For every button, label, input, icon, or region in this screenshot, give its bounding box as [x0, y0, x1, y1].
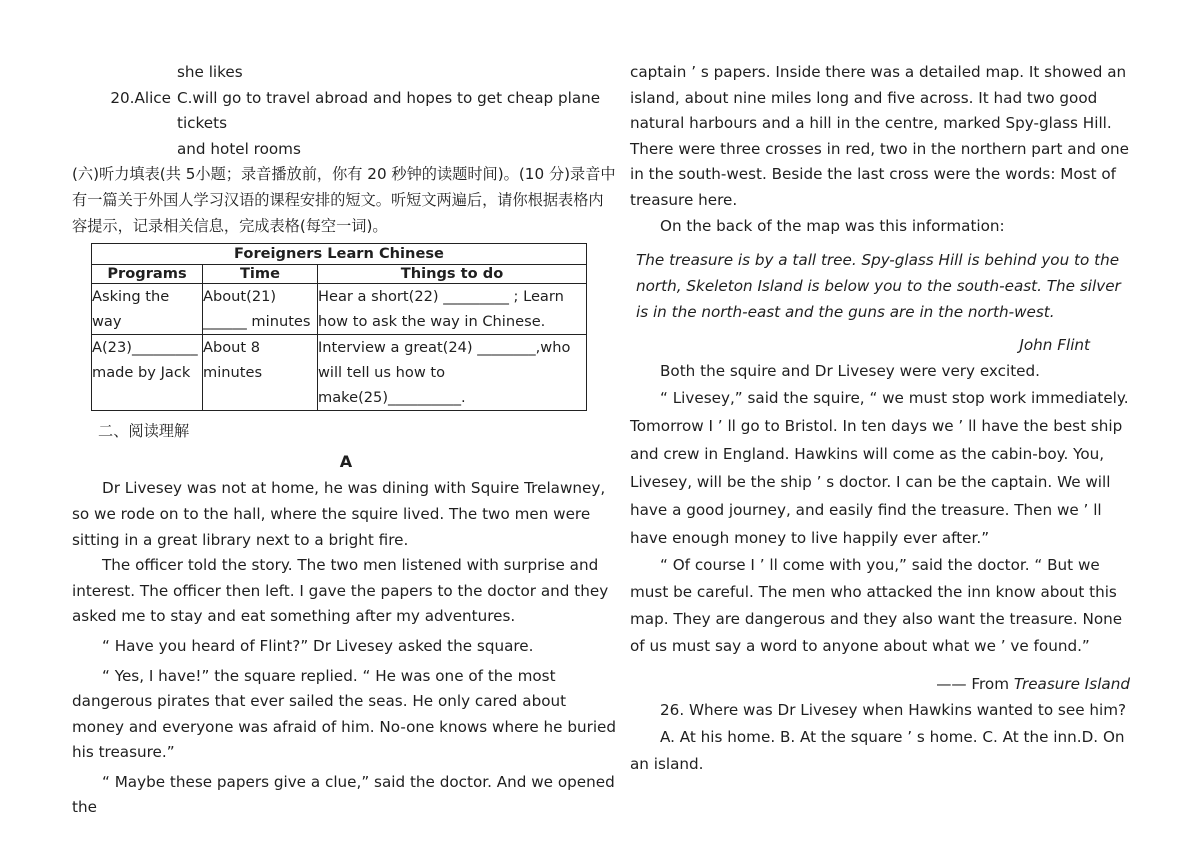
paragraph: captain ’ s papers. Inside there was a detailed map. It showed an island, about nine miles long and five across. It had two good natural harbours and a hill in the centre, marked Spy-glass Hill. There were three crosses in red, two in the northern part and one in the south-west. Beside the last cross were the words: Most of treasure here.: [630, 63, 1129, 209]
paragraph: “ Maybe these papers give a clue,” said the doctor. And we opened the: [72, 772, 615, 817]
table-cell-program: Asking the way: [92, 284, 203, 335]
source-title: Treasure Island: [1013, 675, 1130, 694]
section-6-instructions: (六)听力填表(共 5小题；录音播放前，你有 20 秒钟的读题时间)。(10 分)录音中有一篇关于外国人学习汉语的课程安排的短文。听短文两遍后，请你根据表格内 容提示，记录相关信息，完成表格(每空一词)。: [72, 165, 616, 235]
paragraph: “ Yes, I have!” the square replied. “ He was one of the most dangerous pirates that ever sailed the seas. He only cared about money and everyone was afraid of him. No-one knows where he buried his treasure.”: [72, 666, 617, 762]
table-title: Foreigners Learn Chinese: [92, 244, 587, 265]
table-header-time: Time: [203, 265, 318, 284]
source-attribution: [630, 672, 1130, 698]
paragraph: “ Livesey,” said the squire, “ we must stop work immediately. Tomorrow I ’ ll go to Bristol. In ten days we ’ ll have the best ship and crew in England. Hawkins will come as the cabin-boy. You, Livesey, will be the ship ’ s doctor. I can be the captain. We will have a good journey, and easily find the treasure. Then we ’ ll have enough money to live happily ever after.”: [630, 389, 1129, 548]
question-20-text: C.will go to travel abroad and hopes to get cheap plane tickets: [177, 88, 601, 133]
table-cell-things: Interview a great(24) ________,who will tell us how to make(25)__________.: [318, 335, 587, 411]
source-prefix: —— From: [936, 675, 1014, 694]
question-20-continuation: and hotel rooms: [177, 139, 301, 158]
table-row: [92, 335, 587, 411]
paragraph: The officer told the story. The two men listened with surprise and interest. The officer then left. I gave the papers to the doctor and they asked me to stay and eat something after my adventures.: [72, 556, 609, 626]
passage-title: A: [339, 451, 353, 471]
paragraph: On the back of the map was this information:: [660, 216, 1005, 235]
table-cell-time: About(21) ______ minutes: [203, 284, 318, 335]
left-column: [72, 60, 620, 821]
question-26-options: A. At his home. B. At the square ’ s home. C. At the inn.D. On an island.: [630, 727, 1125, 773]
section-2-heading: 二、阅读理解: [98, 422, 190, 441]
map-quote: The treasure is by a tall tree. Spy-glass Hill is behind you to the north, Skeleton Island is below you to the south-east. The silver is in the north-east and the guns are in the north-west.: [636, 251, 1121, 322]
table-cell-program: A(23)_________ made by Jack: [92, 335, 203, 411]
question-continuation: she likes: [177, 63, 243, 81]
question-26: 26. Where was Dr Livesey when Hawkins wanted to see him?: [660, 700, 1127, 719]
signature: John Flint: [1019, 336, 1090, 355]
table-row: [92, 284, 587, 335]
paragraph: “ Of course I ’ ll come with you,” said the doctor. “ But we must be careful. The men who attacked the inn know about this map. They are dangerous and they also want the treasure. None of us must say a word to anyone about what we ’ ve found.”: [630, 556, 1123, 656]
table-header-programs: Programs: [92, 265, 203, 284]
paragraph: Dr Livesey was not at home, he was dining with Squire Trelawney, so we rode on to the hall, where the squire lived. The two men were sitting in a great library next to a bright fire.: [72, 479, 606, 549]
listening-table: [91, 243, 587, 411]
question-20-number: 20.Alice: [110, 88, 171, 107]
table-cell-time: About 8 minutes: [203, 335, 318, 411]
table-header-things: Things to do: [318, 265, 587, 284]
paragraph: “ Have you heard of Flint?” Dr Livesey asked the square.: [102, 636, 534, 655]
right-column: [630, 60, 1130, 778]
paragraph: Both the squire and Dr Livesey were very excited.: [660, 361, 1040, 380]
table-cell-things: Hear a short(22) _________ ; Learn how to ask the way in Chinese.: [318, 284, 587, 335]
question-20: [72, 86, 620, 137]
